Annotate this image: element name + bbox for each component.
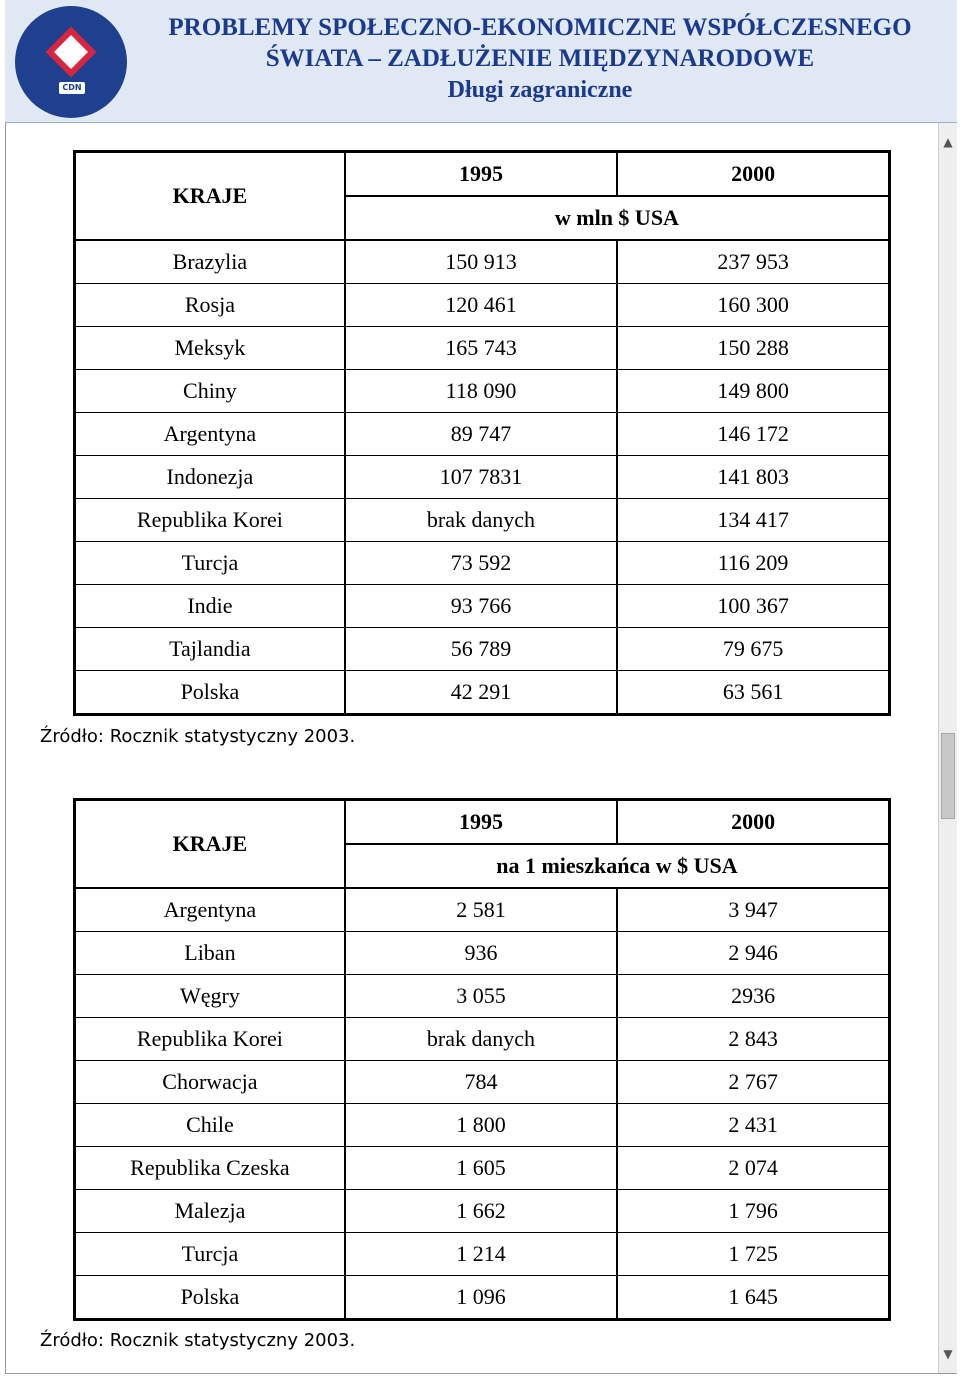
value-2000-cell: 1 725 — [617, 1233, 889, 1276]
value-1995-cell: 107 7831 — [345, 456, 617, 499]
value-1995-cell: 150 913 — [345, 240, 617, 284]
value-1995-cell: 1 605 — [345, 1147, 617, 1190]
table2-source: Źródło: Rocznik statystyczny 2003. — [40, 1330, 356, 1351]
country-cell: Argentyna — [75, 413, 345, 456]
value-1995-cell: 120 461 — [345, 284, 617, 327]
value-2000-cell: 134 417 — [617, 499, 889, 542]
country-cell: Brazylia — [75, 240, 345, 284]
value-1995-cell: 784 — [345, 1061, 617, 1104]
country-cell: Chile — [75, 1104, 345, 1147]
table2-header-unit: na 1 mieszkańca w $ USA — [345, 844, 890, 888]
header-subtitle: Długi zagraniczne — [447, 77, 633, 103]
value-1995-cell: 936 — [345, 932, 617, 975]
scrollbar-thumb[interactable] — [941, 733, 955, 819]
vertical-scrollbar[interactable] — [938, 123, 957, 1373]
value-2000-cell: 1 645 — [617, 1276, 889, 1320]
value-2000-cell: 116 209 — [617, 542, 889, 585]
table-row — [75, 1233, 890, 1276]
table-row — [75, 284, 890, 327]
country-cell: Liban — [75, 932, 345, 975]
country-cell: Indonezja — [75, 456, 345, 499]
table1-header-2000: 2000 — [617, 152, 889, 197]
value-2000-cell: 141 803 — [617, 456, 889, 499]
table-row — [75, 456, 890, 499]
debt-table-per-capita — [73, 798, 891, 1321]
table2-header-1995: 1995 — [345, 800, 617, 845]
table-row — [75, 671, 890, 715]
country-cell: Węgry — [75, 975, 345, 1018]
table-row — [75, 327, 890, 370]
table-row — [75, 888, 890, 932]
country-cell: Meksyk — [75, 327, 345, 370]
country-cell: Polska — [75, 1276, 345, 1320]
value-2000-cell: 150 288 — [617, 327, 889, 370]
country-cell: Chiny — [75, 370, 345, 413]
table1-header-unit: w mln $ USA — [345, 196, 890, 240]
value-2000-cell: 160 300 — [617, 284, 889, 327]
value-1995-cell: 1 662 — [345, 1190, 617, 1233]
country-cell: Polska — [75, 671, 345, 715]
scroll-up-arrow-icon[interactable]: ▲ — [943, 135, 953, 149]
table2-header-countries: KRAJE — [75, 800, 345, 889]
logo-badge: CDN — [59, 82, 85, 94]
table-row — [75, 1276, 890, 1320]
value-2000-cell: 2 074 — [617, 1147, 889, 1190]
table-row — [75, 499, 890, 542]
value-1995-cell: 1 096 — [345, 1276, 617, 1320]
table-row — [75, 542, 890, 585]
value-2000-cell: 2 767 — [617, 1061, 889, 1104]
value-2000-cell: 1 796 — [617, 1190, 889, 1233]
country-cell: Chorwacja — [75, 1061, 345, 1104]
table-row — [75, 1018, 890, 1061]
value-1995-cell: brak danych — [345, 1018, 617, 1061]
country-cell: Republika Czeska — [75, 1147, 345, 1190]
value-1995-cell: 1 214 — [345, 1233, 617, 1276]
value-2000-cell: 79 675 — [617, 628, 889, 671]
table1-source: Źródło: Rocznik statystyczny 2003. — [40, 726, 356, 747]
value-2000-cell: 2 431 — [617, 1104, 889, 1147]
cdn-logo — [15, 6, 127, 118]
value-2000-cell: 2 946 — [617, 932, 889, 975]
country-cell: Malezja — [75, 1190, 345, 1233]
table-row — [75, 932, 890, 975]
table-row — [75, 1147, 890, 1190]
table-row — [75, 585, 890, 628]
value-1995-cell: 56 789 — [345, 628, 617, 671]
country-cell: Argentyna — [75, 888, 345, 932]
value-1995-cell: 118 090 — [345, 370, 617, 413]
table-row — [75, 628, 890, 671]
country-cell: Turcja — [75, 542, 345, 585]
value-1995-cell: 93 766 — [345, 585, 617, 628]
table1-header-1995: 1995 — [345, 152, 617, 197]
header-title-line1: PROBLEMY SPOŁECZNO-EKONOMICZNE WSPÓŁCZESNEGO — [168, 14, 912, 41]
value-2000-cell: 100 367 — [617, 585, 889, 628]
value-2000-cell: 2936 — [617, 975, 889, 1018]
country-cell: Turcja — [75, 1233, 345, 1276]
value-1995-cell: 42 291 — [345, 671, 617, 715]
country-cell: Rosja — [75, 284, 345, 327]
table-row — [75, 413, 890, 456]
table-row — [75, 975, 890, 1018]
header-title-line2: ŚWIATA – ZADŁUŻENIE MIĘDZYNARODOWE — [265, 45, 815, 72]
value-1995-cell: 2 581 — [345, 888, 617, 932]
value-2000-cell: 2 843 — [617, 1018, 889, 1061]
value-2000-cell: 149 800 — [617, 370, 889, 413]
country-cell: Republika Korei — [75, 499, 345, 542]
value-1995-cell: 1 800 — [345, 1104, 617, 1147]
table2-header-2000: 2000 — [617, 800, 889, 845]
table-row — [75, 1061, 890, 1104]
table-row — [75, 370, 890, 413]
debt-table-total — [73, 150, 891, 716]
table1-header-countries: KRAJE — [75, 152, 345, 241]
value-1995-cell: 165 743 — [345, 327, 617, 370]
country-cell: Indie — [75, 585, 345, 628]
value-2000-cell: 146 172 — [617, 413, 889, 456]
value-2000-cell: 237 953 — [617, 240, 889, 284]
value-2000-cell: 3 947 — [617, 888, 889, 932]
country-cell: Republika Korei — [75, 1018, 345, 1061]
table-row — [75, 240, 890, 284]
value-2000-cell: 63 561 — [617, 671, 889, 715]
table-row — [75, 1190, 890, 1233]
value-1995-cell: 73 592 — [345, 542, 617, 585]
value-1995-cell: 3 055 — [345, 975, 617, 1018]
scroll-down-arrow-icon[interactable]: ▼ — [943, 1347, 953, 1361]
value-1995-cell: 89 747 — [345, 413, 617, 456]
value-1995-cell: brak danych — [345, 499, 617, 542]
country-cell: Tajlandia — [75, 628, 345, 671]
table-row — [75, 1104, 890, 1147]
